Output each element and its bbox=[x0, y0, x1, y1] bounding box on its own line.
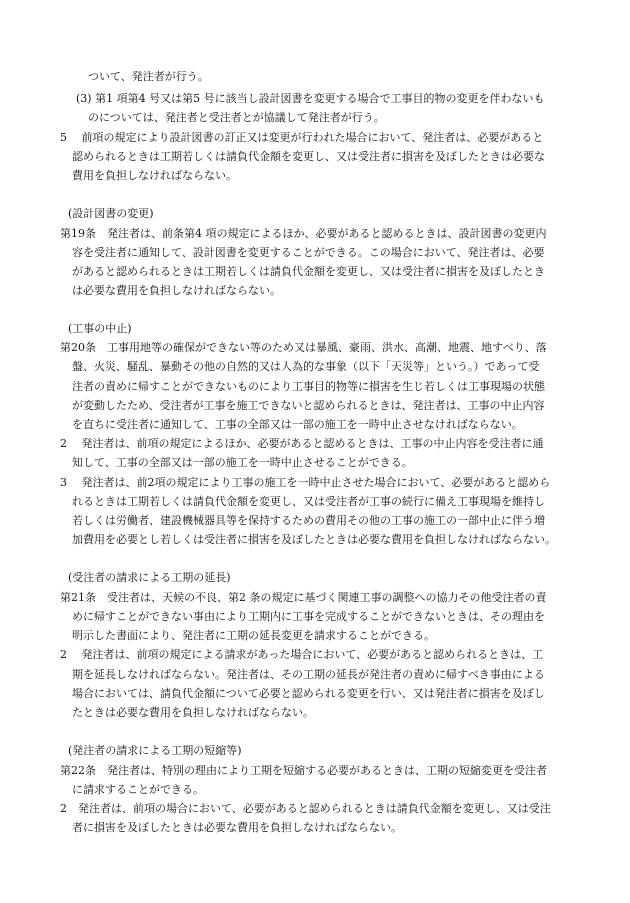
text-line: めに帰すことができない事由により工期内に工事を完成することができないときは、その理由を bbox=[72, 610, 545, 623]
section-heading: (発注者の請求による工期の短縮等) bbox=[68, 744, 242, 757]
text-line: 2 発注者は、前項の規定による請求があった場合において、必要があると認められるときは、工 bbox=[60, 648, 544, 661]
text-line: 5 前項の規定により設計図書の訂正又は変更が行われた場合において、発注者は、必要があると bbox=[60, 131, 544, 144]
text-line: 第20条 工事用地等の確保ができない等のため又は暴風、豪雨、洪水、高潮、地震、地すべり、落 bbox=[60, 341, 547, 354]
text-line: 容を受注者に通知して、設計図書を変更することができる。この場合において、発注者は、必要 bbox=[72, 246, 545, 259]
text-line: 3 発注者は、前2項の規定により工事の施工を一時中止させた場合において、必要があると認めら bbox=[60, 476, 551, 489]
text-line: があると認められるときは工期若しくは請負代金額を変更し、又は受注者に損害を及ぼしたとき bbox=[72, 265, 545, 278]
text-line: 2 発注者は、前項の規定によるほか、必要があると認めるときは、工事の中止内容を受注者に通 bbox=[60, 437, 544, 450]
text-line: が変動したため、受注者が工事を施工できないと認められるときは、発注者は、工事の中止内容 bbox=[72, 399, 545, 412]
text-line: 盤、火災、騒乱、暴動その他の自然的又は人為的な事象（以下「天災等」という。）であって受 bbox=[72, 360, 540, 373]
text-line: 期を延長しなければならない。発注者は、その工期の延長が発注者の責めに帰すべき事由による bbox=[72, 668, 545, 681]
text-line: 2 発注者は、前項の場合において、必要があると認められるときは請負代金額を変更し、又は受注 bbox=[60, 802, 551, 815]
text-line: に請求することができる。 bbox=[72, 783, 204, 796]
text-line: 若しくは労働者、建設機械器具等を保持するための費用その他の工事の施工の一部中止に伴う増 bbox=[72, 514, 545, 527]
text-line: 第22条 発注者は、特別の理由により工期を短縮する必要があるときは、工期の短縮変更を受注者 bbox=[60, 764, 547, 777]
text-line: 費用を負担しなければならない。 bbox=[72, 169, 237, 182]
section-heading: (工事の中止) bbox=[68, 322, 132, 335]
text-line: 知して、工事の全部又は一部の施工を一時中止させることができる。 bbox=[72, 456, 413, 469]
text-line: を直ちに受注者に通知して、工事の全部又は一部の施工を一時中止させなければならない。 bbox=[72, 418, 523, 431]
text-line: のについては、発注者と受注者とが協議して発注者が行う。 bbox=[88, 111, 385, 124]
text-line: 認められるときは工期若しくは請負代金額を変更し、又は受注者に損害を及ぼしたときは必要な bbox=[72, 150, 545, 163]
text-line: (3) 第1 項第4 号又は第5 号に該当し設計図書を変更する場合で工事目的物の変更を伴わないも bbox=[76, 92, 545, 105]
text-line: 明示した書面により、発注者に工期の延長変更を請求することができる。 bbox=[72, 629, 435, 642]
text-line: 場合においては、請負代金額について必要と認められる変更を行い、又は発注者に損害を及ぼし bbox=[72, 687, 545, 700]
section-heading: (設計図書の変更) bbox=[68, 207, 154, 220]
text-line: 第21条 受注者は、天候の不良、第2 条の規定に基づく関連工事の調整への協力その他受注者の責 bbox=[60, 591, 547, 604]
text-line: ついて、発注者が行う。 bbox=[88, 70, 209, 83]
text-line: 第19条 発注者は、前条第4 項の規定によるほか、必要があると認めるときは、設計図書の変更内 bbox=[60, 227, 547, 240]
text-line: 加費用を必要とし若しくは受注者に損害を及ぼしたときは必要な費用を負担しなければならない。 bbox=[72, 533, 556, 546]
text-line: は必要な費用を負担しなければならない。 bbox=[72, 284, 281, 297]
section-heading: (受注者の請求による工期の延長) bbox=[68, 571, 231, 584]
text-line: れるときは工期若しくは請負代金額を変更し、又は受注者が工事の続行に備え工事現場を維持し bbox=[72, 495, 545, 508]
text-line: 者に損害を及ぼしたときは必要な費用を負担しなければならない。 bbox=[72, 821, 402, 834]
text-line: 注者の責めに帰すことができないものにより工事目的物等に損害を生じ若しくは工事現場の状態 bbox=[72, 380, 545, 393]
text-line: たときは必要な費用を負担しなければならない。 bbox=[72, 706, 314, 719]
